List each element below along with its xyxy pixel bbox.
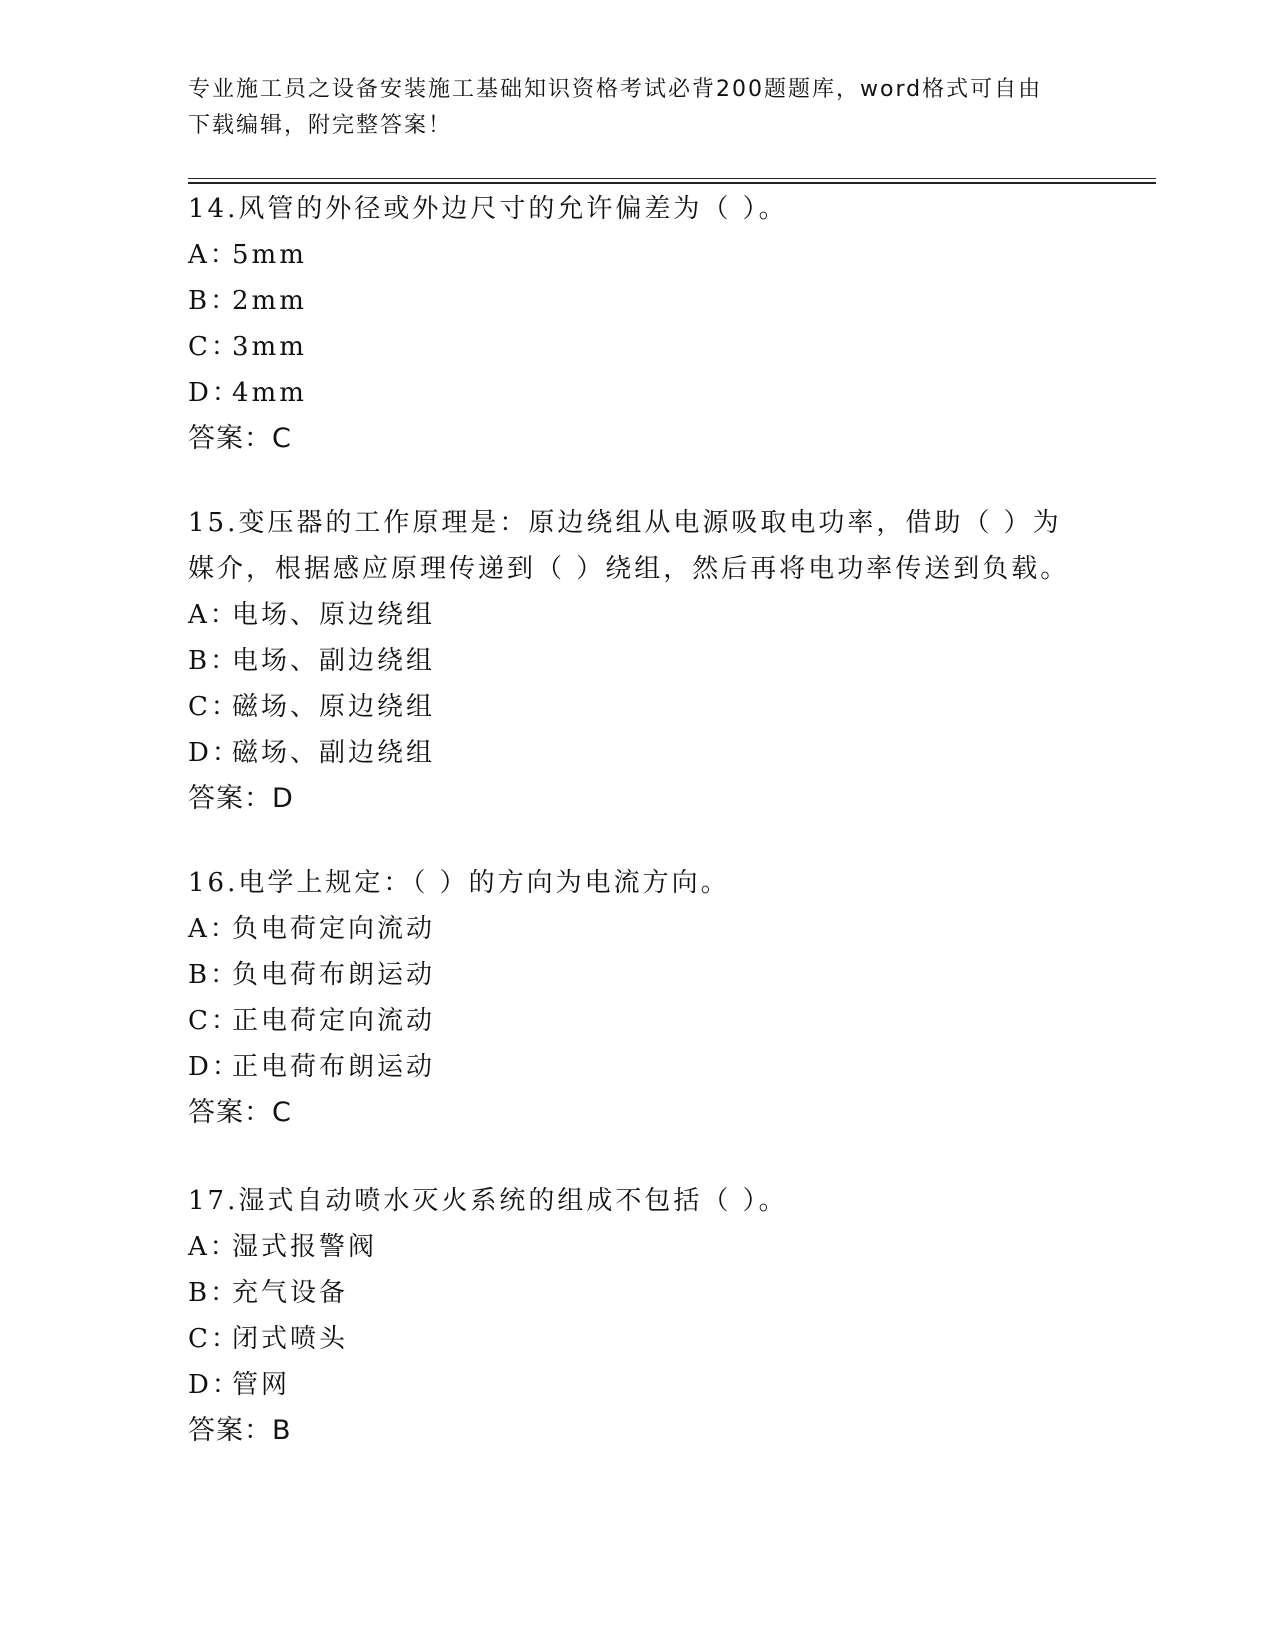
question-text: 16.电学上规定：（ ）的方向为电流方向。 [188, 868, 730, 898]
option-c [188, 998, 1088, 1044]
option-key: A： [188, 240, 239, 270]
option-key: B： [188, 286, 240, 316]
option-text: 正电荷布朗运动 [232, 1052, 436, 1082]
option-a [188, 1224, 1088, 1270]
question-15 [188, 500, 1088, 822]
option-b [188, 638, 1088, 684]
question-text: 14.风管的外径或外边尺寸的允许偏差为（ ）。 [188, 194, 788, 224]
option-text: 2mm [232, 286, 307, 316]
option-key: B： [188, 646, 240, 676]
header-line-1: 专业施工员之设备安装施工基础知识资格考试必背200题题库，word格式可自由 [188, 77, 1043, 102]
option-key: D： [188, 1370, 241, 1400]
option-text: 负电荷布朗运动 [232, 960, 436, 990]
option-d [188, 1362, 1088, 1408]
option-key: B： [188, 1278, 240, 1308]
option-c [188, 1316, 1088, 1362]
option-key: B： [188, 960, 240, 990]
answer-label: 答案：C [188, 423, 292, 454]
option-key: C： [188, 1006, 240, 1036]
answer-label: 答案：B [188, 1415, 292, 1446]
option-key: D： [188, 378, 241, 408]
option-d [188, 370, 1088, 416]
option-key: A： [188, 600, 239, 630]
option-key: D： [188, 1052, 241, 1082]
question-16 [188, 860, 1088, 1136]
option-text: 正电荷定向流动 [232, 1006, 436, 1036]
option-text: 3mm [232, 332, 307, 362]
option-d [188, 1044, 1088, 1090]
option-text: 管网 [232, 1370, 291, 1400]
header-line-2: 下载编辑，附完整答案！ [188, 113, 453, 138]
document-header [188, 72, 1088, 144]
option-a [188, 232, 1088, 278]
question-text-line-1: 15.变压器的工作原理是：原边绕组从电源吸取电功率，借助（ ）为 [188, 508, 1062, 538]
option-b [188, 278, 1088, 324]
option-key: C： [188, 692, 240, 722]
option-key: A： [188, 914, 239, 944]
option-key: D： [188, 738, 241, 768]
question-text-line-2: 媒介，根据感应原理传递到（ ）绕组，然后再将电功率传送到负载。 [188, 554, 1070, 584]
option-d [188, 730, 1088, 776]
answer-label: 答案：D [188, 783, 294, 814]
option-text: 电场、原边绕组 [232, 600, 436, 630]
option-key: A： [188, 1232, 239, 1262]
option-key: C： [188, 332, 240, 362]
option-text: 闭式喷头 [232, 1324, 349, 1354]
option-a [188, 906, 1088, 952]
question-text: 17.湿式自动喷水灭火系统的组成不包括（ ）。 [188, 1186, 788, 1216]
option-c [188, 684, 1088, 730]
option-text: 充气设备 [232, 1278, 349, 1308]
question-14 [188, 186, 1088, 462]
option-a [188, 592, 1088, 638]
option-text: 磁场、副边绕组 [232, 738, 436, 768]
option-key: C： [188, 1324, 240, 1354]
option-text: 湿式报警阀 [232, 1232, 378, 1262]
question-17 [188, 1178, 1088, 1454]
header-divider-top [188, 178, 1156, 179]
option-text: 负电荷定向流动 [232, 914, 436, 944]
option-b [188, 952, 1088, 998]
option-text: 5mm [232, 240, 307, 270]
option-text: 4mm [232, 378, 307, 408]
option-b [188, 1270, 1088, 1316]
answer-label: 答案：C [188, 1097, 292, 1128]
option-c [188, 324, 1088, 370]
option-text: 电场、副边绕组 [232, 646, 436, 676]
header-divider-bottom [188, 182, 1156, 184]
option-text: 磁场、原边绕组 [232, 692, 436, 722]
